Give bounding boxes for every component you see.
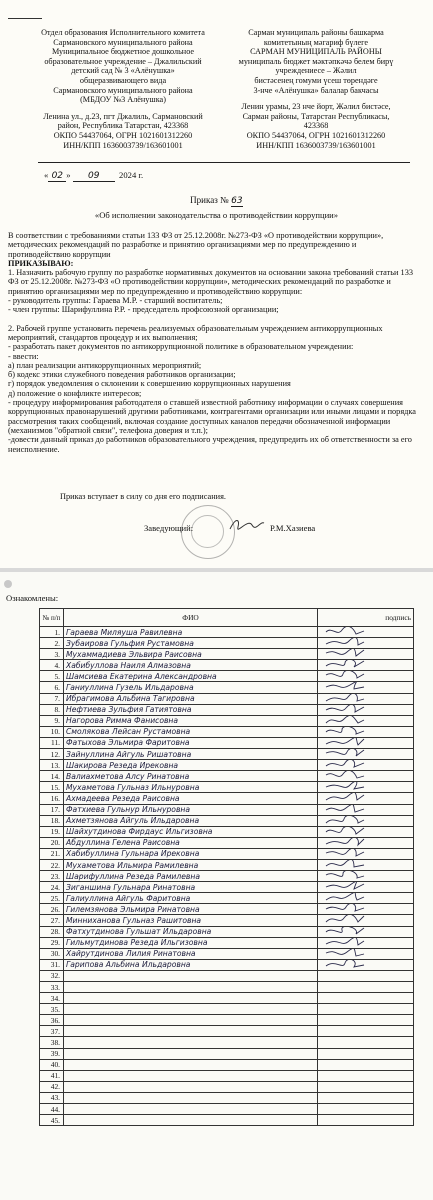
table-row (40, 726, 414, 737)
row-number: 9. (40, 715, 64, 726)
row-number: 21. (40, 848, 64, 859)
row-number: 25. (40, 893, 64, 904)
row-signature (318, 627, 414, 638)
body-paragraph (8, 315, 420, 324)
header-mark (8, 18, 42, 19)
acknowledgement-page (0, 572, 433, 1200)
row-signature (318, 815, 414, 826)
row-number: 41. (40, 1070, 64, 1081)
table-row (40, 1059, 414, 1070)
row-number: 13. (40, 760, 64, 771)
header-line: комитетының мәгариф бүлеге (263, 37, 369, 47)
header-line: Сармановского муниципального района (53, 37, 193, 47)
row-signature (318, 749, 414, 760)
director-signature-icon (228, 515, 266, 533)
row-number: 11. (40, 737, 64, 748)
table-row (40, 1070, 414, 1081)
body-paragraph: - руководитель группы: Гараева М.Р. - старший воспитатель; (8, 296, 223, 306)
signature-icon (324, 893, 368, 904)
signature-icon (324, 837, 368, 848)
signature-role: Заведующий: (144, 523, 194, 533)
table-row (40, 1092, 414, 1103)
signature-icon (324, 926, 368, 937)
row-number: 17. (40, 804, 64, 815)
signature-icon (324, 638, 368, 649)
row-fio: Мухаметова Ильмира Рамилевна (64, 859, 318, 870)
row-signature (318, 1081, 414, 1092)
header-line: ИНН/КПП 1636003739/163601001 (256, 140, 376, 150)
header-line: Сарман районы, Татарстан Республикасы, (242, 111, 390, 121)
row-signature (318, 871, 414, 882)
row-fio: Зиганшина Гульнара Ринатовна (64, 882, 318, 893)
row-fio: Шайхутдинова Фирдаус Ильгизовна (64, 826, 318, 837)
acknowledgement-table (39, 608, 414, 1126)
table-row (40, 859, 414, 870)
row-signature (318, 726, 414, 737)
signature-icon (324, 915, 368, 926)
header-line: 423368 (303, 121, 329, 131)
body-paragraph: а) план реализации антикоррупционных мероприятий; (8, 360, 202, 370)
row-number: 14. (40, 771, 64, 782)
row-signature (318, 704, 414, 715)
row-signature (318, 1092, 414, 1103)
row-fio: Шакирова Резеда Ирековна (64, 760, 318, 771)
header-line: Муниципальное бюджетное дошкольное (51, 47, 195, 57)
header-line: детский сад № 3 «Алёнушка» (71, 66, 175, 76)
row-signature (318, 882, 414, 893)
body-paragraph: -довести данный приказ до работников образовательного учреждения, предупредить их об ответственности за его неисполнение. (8, 435, 412, 454)
order-title (0, 195, 433, 207)
date-day: 02 (48, 171, 66, 182)
body-paragraph: В соответствии с требованиями статьи 133 ФЗ от 25.12.2008г. №273-ФЗ «О противодействии коррупции», методических рекомендаций по разработке и принятию организациями мер по предупреждению и противодействию коррупции (8, 231, 384, 259)
table-row (40, 682, 414, 693)
row-fio (64, 1037, 318, 1048)
row-number: 3. (40, 649, 64, 660)
table-row (40, 771, 414, 782)
row-number: 43. (40, 1092, 64, 1103)
table-row (40, 970, 414, 981)
row-number: 36. (40, 1015, 64, 1026)
signature-icon (324, 871, 368, 882)
table-row (40, 671, 414, 682)
row-fio: Фатхутдинова Гульшат Ильдаровна (64, 926, 318, 937)
row-signature (318, 737, 414, 748)
row-signature (318, 804, 414, 815)
body-paragraph: д) положение о конфликте интересов; (8, 388, 142, 398)
row-signature (318, 837, 414, 848)
header-left-block (32, 28, 214, 150)
row-signature (318, 848, 414, 859)
row-fio: Хабибуллова Наиля Алмазовна (64, 660, 318, 671)
signature-icon (324, 737, 368, 748)
signature-icon (324, 671, 368, 682)
row-fio: Зубаирова Гульфия Рустамовна (64, 638, 318, 649)
row-fio (64, 982, 318, 993)
row-signature (318, 1059, 414, 1070)
header-right-block (226, 28, 406, 150)
signature-icon (324, 749, 368, 760)
acknowledged-title: Ознакомлены: (6, 593, 59, 603)
body-paragraph: - разработать пакет документов по антикоррупционной политике в образовательном учреждении: (8, 342, 354, 352)
row-signature (318, 826, 414, 837)
row-number: 42. (40, 1081, 64, 1092)
date-close-quote: » (66, 170, 71, 180)
row-number: 20. (40, 837, 64, 848)
table-row (40, 904, 414, 915)
punch-hole (4, 580, 12, 588)
row-number: 10. (40, 726, 64, 737)
row-number: 35. (40, 1004, 64, 1015)
row-signature (318, 893, 414, 904)
row-signature (318, 682, 414, 693)
signature-name: Р.М.Хазиева (270, 523, 316, 533)
header-line: общеразвивающего вида (79, 75, 167, 85)
header-line: Ленин урамы, 23 нче йорт, Жәлил бистәсе, (241, 102, 391, 112)
row-fio (64, 1081, 318, 1092)
signature-icon (324, 726, 368, 737)
table-row (40, 760, 414, 771)
date-open-quote: « (44, 170, 49, 180)
row-fio (64, 1104, 318, 1115)
table-header-row (40, 609, 414, 627)
row-signature (318, 693, 414, 704)
table-row (40, 793, 414, 804)
table-row (40, 1048, 414, 1059)
row-signature (318, 1015, 414, 1026)
row-fio: Валиахметова Алсу Ринатовна (64, 771, 318, 782)
row-number: 2. (40, 638, 64, 649)
row-fio: Ибрагимова Альбина Тагировна (64, 693, 318, 704)
header-line (32, 105, 214, 112)
signature-icon (324, 937, 368, 948)
date-month: 09 (73, 171, 115, 182)
table-row (40, 660, 414, 671)
row-signature (318, 782, 414, 793)
header-line: ОКПО 54437064, ОГРН 1021601312260 (53, 130, 193, 140)
signature-icon (324, 859, 368, 870)
row-fio (64, 1115, 318, 1126)
row-signature (318, 793, 414, 804)
signature-icon (324, 682, 368, 693)
row-fio: Гилемзянова Эльмира Ринатовна (64, 904, 318, 915)
body-paragraph: ПРИКАЗЫВАЮ: (8, 258, 74, 268)
signature-icon (324, 826, 368, 837)
row-fio: Фатыхова Эльмира Фаритовна (64, 737, 318, 748)
table-row (40, 715, 414, 726)
row-fio: Абдуллина Гелена Раисовна (64, 837, 318, 848)
signature-icon (324, 660, 368, 671)
signature-icon (324, 760, 368, 771)
table-row (40, 926, 414, 937)
signature-icon (324, 882, 368, 893)
column-header-number: № п/п (40, 609, 64, 627)
row-signature (318, 993, 414, 1004)
table-row (40, 704, 414, 715)
table-row (40, 749, 414, 760)
row-number: 38. (40, 1037, 64, 1048)
order-subject: «Об исполнении законодательства о противодействии коррупции» (94, 210, 339, 220)
row-fio: Хайрутдинова Лилия Ринатовна (64, 948, 318, 959)
row-number: 30. (40, 948, 64, 959)
table-row (40, 993, 414, 1004)
row-signature (318, 982, 414, 993)
body-paragraph: 1. Назначить рабочую группу по разработке нормативных документов на основании закона требований статьи 133 ФЗ от 25.12.2008г. №273-ФЗ «О противодействии коррупции», методических рекомендаций по разработке и принятию организациями мер по предупреждению и противодействию коррупции: (8, 268, 414, 296)
row-signature (318, 1004, 414, 1015)
row-number: 26. (40, 904, 64, 915)
signature-icon (324, 804, 368, 815)
row-fio: Гильмутдинова Резеда Ильгизовна (64, 937, 318, 948)
row-number: 19. (40, 826, 64, 837)
table-row (40, 638, 414, 649)
signature-icon (324, 782, 368, 793)
row-fio: Шарифуллина Резеда Рамилевна (64, 871, 318, 882)
row-number: 39. (40, 1048, 64, 1059)
header-line: Сарман муниципаль районы башкарма (248, 28, 384, 37)
table-row (40, 815, 414, 826)
signature-icon (324, 904, 368, 915)
row-number: 40. (40, 1059, 64, 1070)
table-row (40, 948, 414, 959)
row-number: 37. (40, 1026, 64, 1037)
order-closing: Приказ вступает в силу со дня его подписания. (60, 492, 226, 501)
table-row (40, 1015, 414, 1026)
row-fio: Фатхиева Гульнур Ильнуровна (64, 804, 318, 815)
row-number: 28. (40, 926, 64, 937)
signature-icon (324, 815, 368, 826)
row-number: 12. (40, 749, 64, 760)
table-row (40, 1115, 414, 1126)
body-paragraph: б) кодекс этики служебного поведения работников организации; (8, 370, 236, 380)
row-number: 29. (40, 937, 64, 948)
order-body (8, 231, 420, 454)
header-line: Ленина ул., д.23, пгт Джалиль, Сармановский (43, 111, 203, 121)
table-row (40, 982, 414, 993)
row-number: 34. (40, 993, 64, 1004)
header-line: (МБДОУ №3 Алёнушка) (80, 95, 166, 105)
body-paragraph: 2. Рабочей группе установить перечень реализуемых образовательным учреждением антикоррупционных мероприятий, стандартов процедур и их выполнения; (8, 323, 383, 342)
signature-icon (324, 848, 368, 859)
row-fio: Ахмадеева Резеда Раисовна (64, 793, 318, 804)
header-line: учреждениесе – Жәлил (275, 66, 357, 76)
row-fio: Галиуллина Айгуль Фаритовна (64, 893, 318, 904)
row-signature (318, 937, 414, 948)
row-signature (318, 638, 414, 649)
row-number: 6. (40, 682, 64, 693)
table-row (40, 937, 414, 948)
signature-icon (324, 693, 368, 704)
row-fio: Нагорова Римма Фанисовна (64, 715, 318, 726)
table-row (40, 737, 414, 748)
table-row (40, 848, 414, 859)
row-signature (318, 926, 414, 937)
row-fio: Нефтиева Зульфия Гатиятовна (64, 704, 318, 715)
table-row (40, 826, 414, 837)
row-number: 33. (40, 982, 64, 993)
row-number: 45. (40, 1115, 64, 1126)
body-paragraph: - процедуру информирования работодателя о ставшей известной работнику информации о случаях совершения коррупционных правонарушений другими работниками, контрагентами организации или иными лицами и порядка рассмотрения таких сообщений, включая создание доступных каналов передачи обозначенной информации (механизмов "обратной связи", телефона доверия и т.п.); (8, 398, 416, 435)
table-row (40, 782, 414, 793)
header-line: образовательное учреждение – Джалильский (44, 56, 202, 66)
row-number: 4. (40, 660, 64, 671)
row-number: 27. (40, 915, 64, 926)
row-fio: Смолякова Лейсан Рустамовна (64, 726, 318, 737)
table-row (40, 649, 414, 660)
row-fio (64, 1092, 318, 1103)
row-number: 1. (40, 627, 64, 638)
order-title-text: Приказ № (190, 195, 229, 205)
row-signature (318, 1037, 414, 1048)
row-signature (318, 760, 414, 771)
header-line: ИНН/КПП 1636003739/163601001 (63, 140, 183, 150)
row-fio: Гарипова Альбина Ильдаровна (64, 959, 318, 970)
row-number: 32. (40, 970, 64, 981)
row-fio: Гараева Миляуша Равилевна (64, 627, 318, 638)
table-row (40, 1026, 414, 1037)
row-signature (318, 1070, 414, 1081)
header-divider (38, 162, 410, 163)
column-header-signature: подпись (318, 609, 414, 627)
table-row (40, 627, 414, 638)
row-signature (318, 771, 414, 782)
date-year: 2024 г. (119, 170, 144, 180)
row-signature (318, 1115, 414, 1126)
body-paragraph: - ввести: (8, 351, 39, 361)
signature-icon (324, 948, 368, 959)
row-number: 44. (40, 1104, 64, 1115)
header-line: муниципаль бюджет мәктәпкәчә белем бирү (238, 56, 394, 66)
signature-icon (324, 649, 368, 660)
row-number: 23. (40, 871, 64, 882)
table-row (40, 915, 414, 926)
header-line: 3-нче «Алёнушка» балалар бакчасы (253, 85, 379, 95)
header-line: бистәсенең гомуми үсеш төрендәге (254, 75, 378, 85)
row-fio: Минниханова Гульназ Рашитовна (64, 915, 318, 926)
row-fio: Ганиуллина Гузель Ильдаровна (64, 682, 318, 693)
row-number: 22. (40, 859, 64, 870)
row-fio (64, 1004, 318, 1015)
header-line: Сармановского муниципального района (53, 85, 193, 95)
row-fio: Мухаметова Гульназ Ильнуровна (64, 782, 318, 793)
header-line: ОКПО 54437064, ОГРН 1021601312260 (246, 130, 386, 140)
table-row (40, 959, 414, 970)
order-page (0, 0, 433, 568)
row-signature (318, 1104, 414, 1115)
row-fio (64, 1048, 318, 1059)
body-paragraph: г) порядок уведомления о склонении к совершению коррупционных нарушения (8, 379, 291, 389)
row-fio: Ахметзянова Айгуль Ильдаровна (64, 815, 318, 826)
row-fio (64, 1026, 318, 1037)
row-signature (318, 859, 414, 870)
order-number: 63 (231, 196, 243, 206)
table-row (40, 1104, 414, 1115)
row-number: 24. (40, 882, 64, 893)
column-header-fio: ФИО (64, 609, 318, 627)
row-signature (318, 649, 414, 660)
table-row (40, 882, 414, 893)
row-signature (318, 948, 414, 959)
row-number: 5. (40, 671, 64, 682)
row-signature (318, 970, 414, 981)
row-fio: Хабибуллина Гульнара Ирековна (64, 848, 318, 859)
row-signature (318, 1048, 414, 1059)
row-signature (318, 915, 414, 926)
row-fio: Зайнуллина Айгуль Ришатовна (64, 749, 318, 760)
table-row (40, 693, 414, 704)
order-date (44, 170, 143, 182)
signature-icon (324, 704, 368, 715)
signature-icon (324, 771, 368, 782)
signature-icon (324, 793, 368, 804)
row-fio (64, 1015, 318, 1026)
row-fio: Мухаммадиева Эльвира Раисовна (64, 649, 318, 660)
row-signature (318, 660, 414, 671)
row-number: 16. (40, 793, 64, 804)
row-signature (318, 671, 414, 682)
signature-icon (324, 715, 368, 726)
header-line: Отдел образования Исполнительного комитета (41, 28, 205, 37)
header-line: район, Республика Татарстан, 423368 (57, 121, 189, 131)
row-fio (64, 1059, 318, 1070)
row-fio: Шамсиева Екатерина Александровна (64, 671, 318, 682)
signature-icon (324, 959, 368, 970)
row-fio (64, 970, 318, 981)
signature-icon (324, 627, 368, 638)
header-line (226, 95, 406, 102)
table-row (40, 1004, 414, 1015)
row-number: 18. (40, 815, 64, 826)
table-row (40, 1081, 414, 1092)
row-signature (318, 959, 414, 970)
table-row (40, 893, 414, 904)
row-number: 15. (40, 782, 64, 793)
row-number: 7. (40, 693, 64, 704)
row-signature (318, 1026, 414, 1037)
body-paragraph: - член группы: Шарифуллина Р.Р. - председатель профсоюзной организации; (8, 305, 279, 315)
table-row (40, 804, 414, 815)
row-number: 31. (40, 959, 64, 970)
row-fio (64, 993, 318, 1004)
table-row (40, 1037, 414, 1048)
table-row (40, 837, 414, 848)
row-signature (318, 715, 414, 726)
row-number: 8. (40, 704, 64, 715)
row-fio (64, 1070, 318, 1081)
row-signature (318, 904, 414, 915)
table-row (40, 871, 414, 882)
header-line: САРМАН МУНИЦИПАЛЬ РАЙОНЫ (250, 47, 382, 57)
